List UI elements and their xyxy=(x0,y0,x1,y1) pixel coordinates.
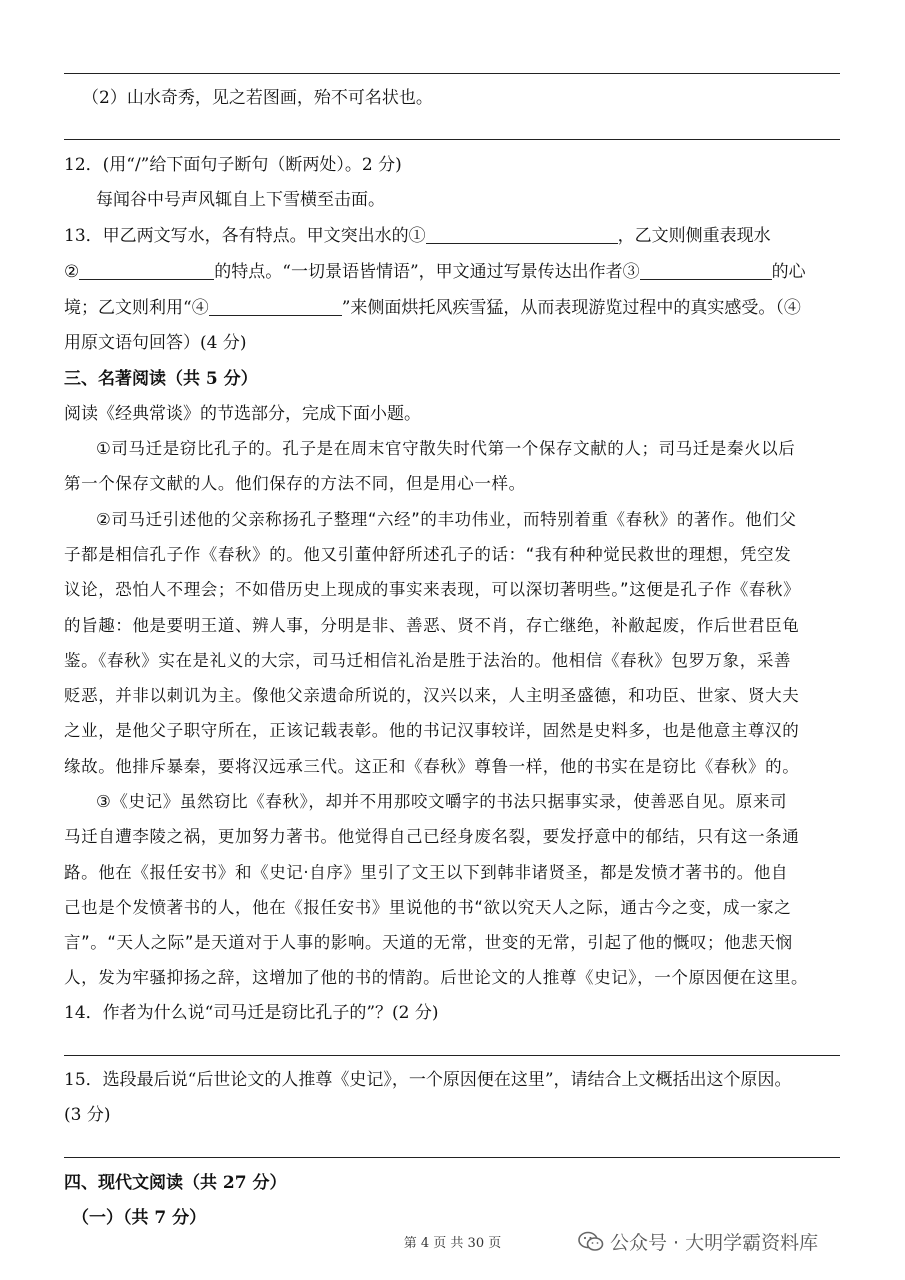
q12-stem: 12．(用“/”给下面句子断句（断两处）。2 分) xyxy=(64,155,402,175)
passage-line: 路。他在《报任安书》和《史记·自序》里引了文王以下到韩非诸贤圣，都是发愤才著书的。他自 xyxy=(64,863,789,882)
passage-line: 马迁自遭李陵之祸，更加努力著书。他觉得自己已经身废名裂，要发抒意中的郁结，只有这一条通 xyxy=(64,827,800,846)
answer-line xyxy=(64,73,840,74)
passage-line: 议论，恐怕人不理会；不如借历史上现成的事实来表现，可以深切著明些。”这便是孔子作《春秋》 xyxy=(64,580,801,599)
answer-line xyxy=(64,1157,840,1158)
passage-line: 缘故。他排斥暴秦，要将汉远承三代。这正和《春秋》尊鲁一样，他的书实在是窃比《春秋》的。 xyxy=(64,757,800,776)
page-number: 第 4 页 共 30 页 xyxy=(403,1236,502,1251)
section-3-heading: 三、名著阅读（共 5 分） xyxy=(64,369,258,389)
passage-line: 言”。“天人之际”是天道对于人事的影响。天道的无常，世变的无常，引起了他的慨叹；他悲天悯 xyxy=(64,933,793,952)
q13-text: 13．甲乙两文写水，各有特点。甲文突出水的① xyxy=(64,226,426,246)
watermark-text: 公众号 · 大明学霸资料库 xyxy=(610,1232,819,1254)
q13-text: ，乙文则侧重表现水 xyxy=(617,226,771,246)
q11-item-2: （2）山水奇秀，见之若图画，殆不可名状也。 xyxy=(82,88,433,108)
q13-text: ”来侧面烘托风疾雪猛，从而表现游览过程中的真实感受。（④ xyxy=(341,298,801,318)
blank-2[interactable] xyxy=(79,261,214,280)
passage-line: 子都是相信孔子作《春秋》的。他又引董仲舒所述孔子的话：“我有种种觉民救世的理想，凭空发 xyxy=(64,545,792,564)
passage-line: 的旨趣：他是要明王道、辨人事，分明是非、善恶、贤不肖，存亡继绝，补敝起废，作后世君臣龟 xyxy=(64,616,800,635)
passage-line: 贬恶，并非以刺讥为主。像他父亲遗命所说的，汉兴以来，人主明圣盛德，和功臣、世家、贤大夫 xyxy=(64,686,800,705)
q15-stem: 15．选段最后说“后世论文的人推尊《史记》，一个原因便在这里”，请结合上文概括出这个原因。 xyxy=(64,1070,792,1090)
blank-3[interactable] xyxy=(640,261,772,280)
passage-line: 鉴。《春秋》实在是礼义的大宗，司马迁相信礼治是胜于法治的。他相信《春秋》包罗万象，采善 xyxy=(64,651,792,670)
blank-4[interactable] xyxy=(209,297,342,316)
q13-text: 的心 xyxy=(771,262,806,282)
passage-line: ①司马迁是窃比孔子的。孔子是在周末官守散失时代第一个保存文献的人；司马迁是秦火以后 xyxy=(96,439,796,458)
passage-line: 第一个保存文献的人。他们保存的方法不同，但是用心一样。 xyxy=(64,474,526,493)
q13-line-3 xyxy=(64,296,840,320)
passage-line: 人，发为牢骚抑扬之辞，这增加了他的书的情韵。后世论文的人推尊《史记》，一个原因便在这里。 xyxy=(64,968,809,987)
passage-line: ②司马迁引述他的父亲称扬孔子整理“六经”的丰功伟业，而特别着重《春秋》的著作。他们父 xyxy=(96,510,797,529)
passage-line: 之业，是他父子职守所在，正该记载表彰。他的书记汉事较详，固然是史料多，也是他意主尊汉的 xyxy=(64,721,800,740)
wechat-icon xyxy=(578,1231,604,1253)
passage-line: ③《史记》虽然窃比《春秋》，却并不用那咬文嚼字的书法只据事实录，使善恶自见。原来司 xyxy=(96,792,788,811)
q13-text: ② xyxy=(64,262,80,282)
section-3-intro: 阅读《经典常谈》的节选部分，完成下面小题。 xyxy=(64,404,421,424)
q13-line-4: 用原文语句回答）(4 分) xyxy=(64,333,247,353)
blank-1[interactable] xyxy=(426,225,618,244)
answer-line xyxy=(64,139,840,140)
passage-line: 己也是个发愤著书的人，他在《报任安书》里说他的书“欲以究天人之际，通古今之变，成一家之 xyxy=(64,898,792,917)
q13-line-1 xyxy=(64,224,840,248)
watermark xyxy=(578,1228,818,1255)
q13-text: 境；乙文则利用“④ xyxy=(64,298,209,318)
section-4-sub: （一）（共 7 分） xyxy=(72,1208,207,1228)
section-4-heading: 四、现代文阅读（共 27 分） xyxy=(64,1173,287,1193)
answer-line xyxy=(64,1055,840,1056)
q15-score: (3 分) xyxy=(64,1105,111,1125)
q14-stem: 14．作者为什么说“司马迁是窃比孔子的”？(2 分) xyxy=(64,1003,439,1023)
q13-text: 的特点。“一切景语皆情语”，甲文通过写景传达出作者③ xyxy=(214,262,640,282)
q13-line-2 xyxy=(64,260,840,284)
q12-sentence: 每闻谷中号声风辄自上下雪横至击面。 xyxy=(96,190,385,210)
